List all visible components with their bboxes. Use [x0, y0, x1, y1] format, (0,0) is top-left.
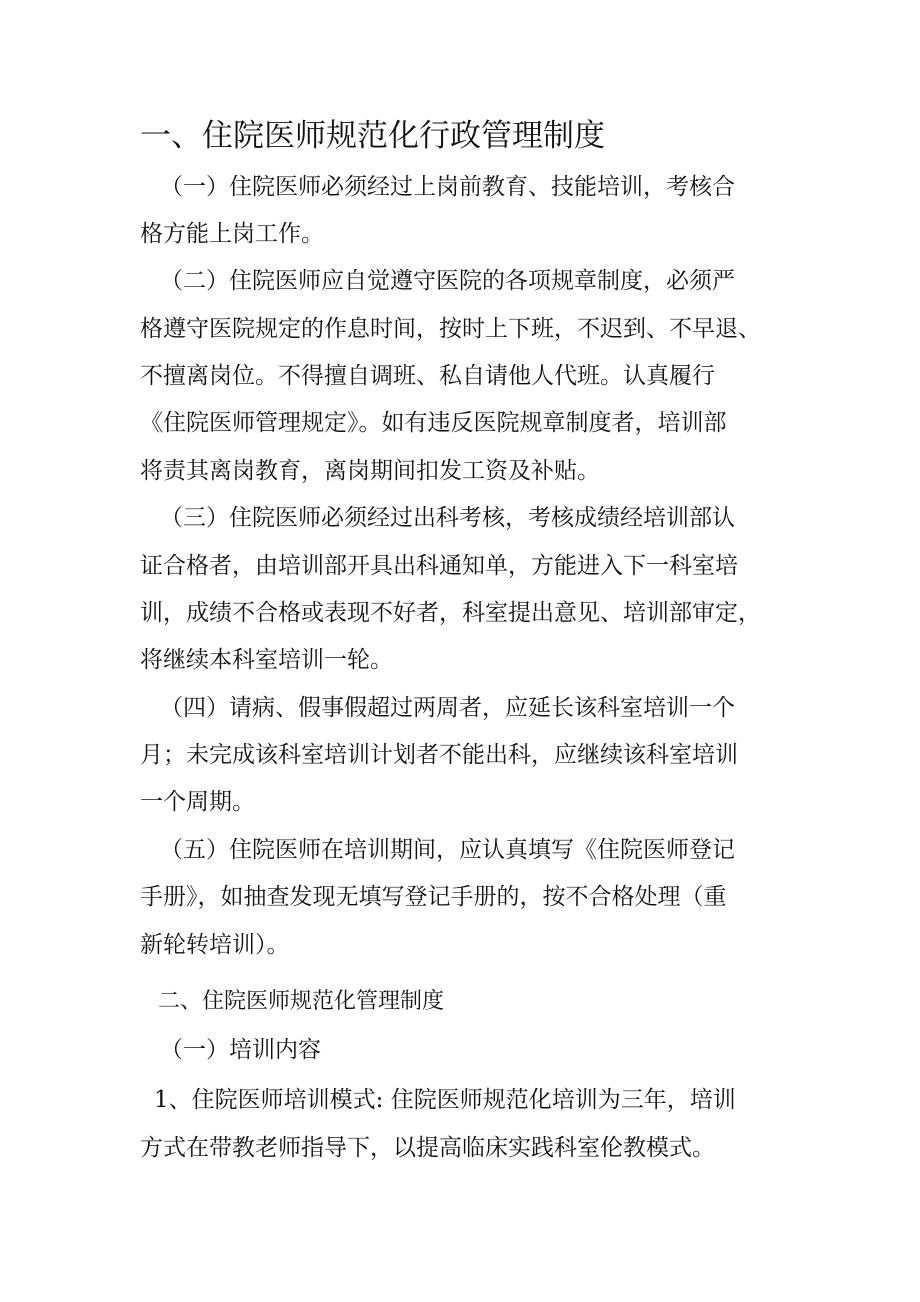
paragraph-5-line-2: 手册》，如抽查发现无填写登记手册的，按不合格处理（重	[140, 884, 727, 910]
document-title: 一、住院医师规范化行政管理制度	[140, 118, 605, 154]
paragraph-1-line-1: （一）住院医师必须经过上岗前教育、技能培训，考核合	[160, 174, 735, 200]
paragraph-4-line-2: 月；未完成该科室培训计划者不能出科，应继续该科室培训	[140, 742, 738, 768]
paragraph-6-line-2: 方式在带教老师指导下，以提高临床实践科室伦教模式。	[140, 1135, 715, 1161]
paragraph-5-line-3: 新轮转培训）。	[140, 932, 290, 958]
paragraph-4-line-3: 一个周期。	[140, 789, 255, 815]
paragraph-3-line-2: 证合格者，由培训部开具出科通知单，方能进入下一科室培	[140, 553, 738, 579]
paragraph-2-line-1: （二）住院医师应自觉遵守医院的各项规章制度，必须严	[160, 268, 735, 294]
paragraph-3-line-1: （三）住院医师必须经过出科考核，考核成绩经培训部认	[160, 505, 735, 531]
paragraph-2-line-2: 格遵守医院规定的作息时间，按时上下班，不迟到、不早退、	[140, 316, 761, 342]
paragraph-6-line-1: 1、住院医师培训模式: 住院医师规范化培训为三年，培训	[154, 1087, 736, 1113]
paragraph-3-line-4: 将继续本科室培训一轮。	[140, 647, 393, 673]
paragraph-3-line-3: 训，成绩不合格或表现不好者，科室提出意见、培训部审定，	[140, 600, 761, 626]
paragraph-4-line-1: （四）请病、假事假超过两周者，应延长该科室培训一个	[160, 695, 735, 721]
subsection-heading: （一）培训内容	[160, 1037, 321, 1063]
section-2-heading: 二、住院医师规范化管理制度	[158, 989, 445, 1014]
paragraph-2-line-5: 将责其离岗教育，离岗期间扣发工资及补贴。	[140, 458, 600, 484]
paragraph-2-line-3: 不擅离岗位。不得擅自调班、私自请他人代班。认真履行	[140, 363, 715, 389]
paragraph-5-line-1: （五）住院医师在培训期间，应认真填写《住院医师登记	[160, 837, 735, 863]
paragraph-1-line-2: 格方能上岗工作。	[140, 221, 324, 247]
paragraph-2-line-4: 《住院医师管理规定》。如有违反医院规章制度者，培训部	[140, 410, 727, 436]
